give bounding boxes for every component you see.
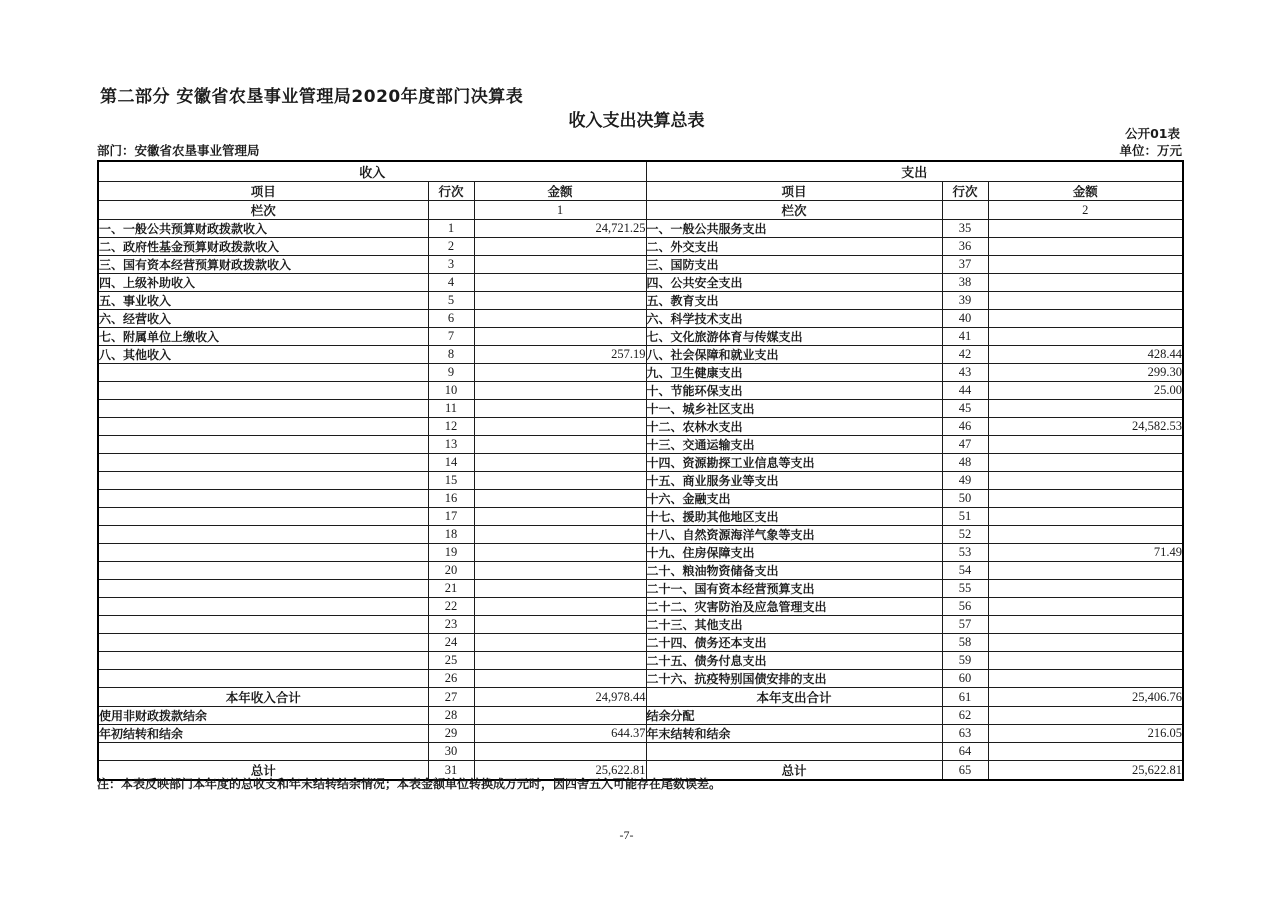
table-row [98, 400, 1183, 418]
expense-item-label: 二、外交支出 [646, 238, 942, 256]
expense-amount [988, 707, 1183, 725]
table-row [98, 418, 1183, 436]
income-line-number: 8 [428, 346, 474, 364]
expense-amount: 25,406.76 [988, 688, 1183, 707]
expense-item-label: 七、文化旅游体育与传媒支出 [646, 328, 942, 346]
income-section-header: 收入 [98, 161, 646, 182]
income-line-number: 4 [428, 274, 474, 292]
expense-line-number: 54 [942, 562, 988, 580]
expense-item-label: 八、社会保障和就业支出 [646, 346, 942, 364]
expense-item-label: 九、卫生健康支出 [646, 364, 942, 382]
income-line-number: 18 [428, 526, 474, 544]
income-item-label [98, 454, 428, 472]
expense-line-number: 45 [942, 400, 988, 418]
income-item-label [98, 364, 428, 382]
expense-amount [988, 436, 1183, 454]
expense-item-label: 年末结转和结余 [646, 725, 942, 743]
expense-amount [988, 256, 1183, 274]
expense-item-label: 十六、金融支出 [646, 490, 942, 508]
expense-line-number: 43 [942, 364, 988, 382]
income-line-number: 30 [428, 743, 474, 761]
expense-amount: 25.00 [988, 382, 1183, 400]
income-amount: 644.37 [474, 725, 646, 743]
expense-amount [988, 220, 1183, 238]
expense-amount [988, 580, 1183, 598]
expense-line-number: 37 [942, 256, 988, 274]
column-index-row [98, 201, 1183, 220]
income-line-number: 13 [428, 436, 474, 454]
income-item-label [98, 544, 428, 562]
expense-item-label: 二十四、债务还本支出 [646, 634, 942, 652]
income-item-label: 八、其他收入 [98, 346, 428, 364]
income-amount [474, 616, 646, 634]
table-row [98, 707, 1183, 725]
income-amount [474, 670, 646, 688]
income-item-label [98, 562, 428, 580]
expense-amount [988, 598, 1183, 616]
table-row [98, 382, 1183, 400]
income-line-number: 21 [428, 580, 474, 598]
expense-amount: 71.49 [988, 544, 1183, 562]
income-item-label [98, 382, 428, 400]
expense-item-label: 二十三、其他支出 [646, 616, 942, 634]
expense-line-number: 51 [942, 508, 988, 526]
expense-section-header: 支出 [646, 161, 1183, 182]
income-item-label: 三、国有资本经营预算财政拨款收入 [98, 256, 428, 274]
expense-line-number: 56 [942, 598, 988, 616]
income-line-number: 20 [428, 562, 474, 580]
expense-amount [988, 274, 1183, 292]
expense-amount [988, 400, 1183, 418]
income-line-header: 行次 [428, 182, 474, 201]
expense-item-label: 十一、城乡社区支出 [646, 400, 942, 418]
income-item-label: 一、一般公共预算财政拨款收入 [98, 220, 428, 238]
income-line-number: 14 [428, 454, 474, 472]
income-line-number: 12 [428, 418, 474, 436]
expense-item-label: 结余分配 [646, 707, 942, 725]
income-line-number: 19 [428, 544, 474, 562]
expense-item-label: 十七、援助其他地区支出 [646, 508, 942, 526]
income-amount [474, 238, 646, 256]
expense-item-label: 二十六、抗疫特别国债安排的支出 [646, 670, 942, 688]
income-item-label [98, 670, 428, 688]
table-row [98, 688, 1183, 707]
expense-item-header: 项目 [646, 182, 942, 201]
income-amount [474, 743, 646, 761]
income-line-number: 1 [428, 220, 474, 238]
expense-column-index: 2 [988, 201, 1183, 220]
section-title: 第二部分 安徽省农垦事业管理局2020年度部门决算表 [100, 87, 524, 107]
income-item-label [98, 400, 428, 418]
income-amount [474, 598, 646, 616]
expense-line-number: 46 [942, 418, 988, 436]
expense-line-number: 61 [942, 688, 988, 707]
income-item-label: 二、政府性基金预算财政拨款收入 [98, 238, 428, 256]
income-amount [474, 580, 646, 598]
income-line-number: 15 [428, 472, 474, 490]
income-amount [474, 562, 646, 580]
column-header-row [98, 182, 1183, 201]
income-line-number: 9 [428, 364, 474, 382]
income-amount [474, 454, 646, 472]
table-row [98, 634, 1183, 652]
expense-item-label: 十八、自然资源海洋气象等支出 [646, 526, 942, 544]
table-row [98, 616, 1183, 634]
expense-line-number: 63 [942, 725, 988, 743]
expense-line-number: 57 [942, 616, 988, 634]
income-item-label: 五、事业收入 [98, 292, 428, 310]
income-amount [474, 274, 646, 292]
income-amount [474, 436, 646, 454]
income-line-number: 11 [428, 400, 474, 418]
income-line-blank-cell [428, 201, 474, 220]
table-row [98, 292, 1183, 310]
income-item-label [98, 526, 428, 544]
expense-amount [988, 328, 1183, 346]
expense-column-index-label: 栏次 [646, 201, 942, 220]
expense-amount: 24,582.53 [988, 418, 1183, 436]
income-item-label: 总计 [98, 761, 428, 781]
income-item-label: 四、上级补助收入 [98, 274, 428, 292]
expense-line-number: 41 [942, 328, 988, 346]
income-line-number: 16 [428, 490, 474, 508]
expense-line-number: 39 [942, 292, 988, 310]
income-amount [474, 256, 646, 274]
income-line-number: 22 [428, 598, 474, 616]
table-row [98, 274, 1183, 292]
expense-item-label: 十四、资源勘探工业信息等支出 [646, 454, 942, 472]
expense-line-number: 60 [942, 670, 988, 688]
expense-line-number: 52 [942, 526, 988, 544]
income-line-number: 29 [428, 725, 474, 743]
expense-item-label: 十二、农林水支出 [646, 418, 942, 436]
income-amount: 24,978.44 [474, 688, 646, 707]
section-header-row [98, 161, 1183, 182]
income-amount [474, 382, 646, 400]
income-item-label [98, 580, 428, 598]
expense-line-number: 44 [942, 382, 988, 400]
expense-amount [988, 526, 1183, 544]
expense-item-label: 十五、商业服务业等支出 [646, 472, 942, 490]
expense-item-label: 二十五、债务付息支出 [646, 652, 942, 670]
income-item-label: 使用非财政拨款结余 [98, 707, 428, 725]
expense-item-label: 三、国防支出 [646, 256, 942, 274]
income-line-number: 7 [428, 328, 474, 346]
table-row [98, 220, 1183, 238]
income-line-number: 3 [428, 256, 474, 274]
expense-amount [988, 562, 1183, 580]
income-amount: 24,721.25 [474, 220, 646, 238]
income-item-label [98, 652, 428, 670]
accounts-table [97, 160, 1184, 781]
income-line-number: 17 [428, 508, 474, 526]
expense-line-number: 48 [942, 454, 988, 472]
expense-amount [988, 508, 1183, 526]
expense-line-number: 65 [942, 761, 988, 781]
expense-item-label: 二十一、国有资本经营预算支出 [646, 580, 942, 598]
expense-amount: 428.44 [988, 346, 1183, 364]
income-line-number: 27 [428, 688, 474, 707]
income-item-label: 六、经营收入 [98, 310, 428, 328]
expense-item-label: 本年支出合计 [646, 688, 942, 707]
table-row [98, 562, 1183, 580]
table-row [98, 472, 1183, 490]
expense-line-number: 38 [942, 274, 988, 292]
income-item-label [98, 490, 428, 508]
expense-line-number: 49 [942, 472, 988, 490]
table-row [98, 725, 1183, 743]
income-amount [474, 634, 646, 652]
table-row [98, 670, 1183, 688]
expense-amount [988, 238, 1183, 256]
table-row [98, 598, 1183, 616]
expense-item-label: 四、公共安全支出 [646, 274, 942, 292]
table-row [98, 508, 1183, 526]
expense-item-label: 六、科学技术支出 [646, 310, 942, 328]
income-amount [474, 652, 646, 670]
table-row [98, 364, 1183, 382]
expense-amount [988, 472, 1183, 490]
income-line-number: 26 [428, 670, 474, 688]
table-row [98, 454, 1183, 472]
form-code: 公开01表 [1125, 126, 1180, 141]
expense-item-label: 五、教育支出 [646, 292, 942, 310]
expense-amount: 25,622.81 [988, 761, 1183, 781]
income-line-number: 2 [428, 238, 474, 256]
footnote: 注：本表反映部门本年度的总收支和年末结转结余情况；本表金额单位转换成万元时，因四舍五入可能存在尾数误差。 [97, 777, 722, 791]
income-item-label [98, 634, 428, 652]
expense-item-label [646, 743, 942, 761]
department-label: 部门：安徽省农垦事业管理局 [97, 143, 260, 158]
income-amount [474, 490, 646, 508]
income-amount [474, 472, 646, 490]
income-amount-header: 金额 [474, 182, 646, 201]
expense-line-number: 62 [942, 707, 988, 725]
page-number: -7- [619, 828, 634, 842]
income-amount [474, 707, 646, 725]
table-row [98, 490, 1183, 508]
table-row [98, 544, 1183, 562]
table-body [98, 220, 1183, 781]
income-line-number: 5 [428, 292, 474, 310]
income-line-number: 24 [428, 634, 474, 652]
table-row [98, 310, 1183, 328]
expense-item-label: 十、节能环保支出 [646, 382, 942, 400]
income-amount [474, 310, 646, 328]
expense-line-number: 64 [942, 743, 988, 761]
table-row [98, 328, 1183, 346]
table-row [98, 580, 1183, 598]
income-amount [474, 526, 646, 544]
expense-line-number: 47 [942, 436, 988, 454]
table-row [98, 743, 1183, 761]
table-row [98, 652, 1183, 670]
expense-line-number: 58 [942, 634, 988, 652]
income-item-label [98, 472, 428, 490]
income-column-index: 1 [474, 201, 646, 220]
table-row [98, 526, 1183, 544]
income-amount [474, 328, 646, 346]
income-item-label [98, 743, 428, 761]
meta-row [97, 141, 1182, 159]
expense-line-number: 53 [942, 544, 988, 562]
expense-line-blank-cell [942, 201, 988, 220]
income-column-index-label: 栏次 [98, 201, 428, 220]
table-title: 收入支出决算总表 [568, 111, 705, 131]
expense-line-number: 50 [942, 490, 988, 508]
income-item-label [98, 598, 428, 616]
expense-item-label: 一、一般公共服务支出 [646, 220, 942, 238]
income-item-label: 年初结转和结余 [98, 725, 428, 743]
expense-line-number: 55 [942, 580, 988, 598]
expense-line-header: 行次 [942, 182, 988, 201]
income-line-number: 6 [428, 310, 474, 328]
income-amount [474, 508, 646, 526]
expense-amount [988, 670, 1183, 688]
income-line-number: 28 [428, 707, 474, 725]
unit-label: 单位：万元 [1119, 143, 1182, 158]
income-amount [474, 400, 646, 418]
expense-item-label: 总计 [646, 761, 942, 781]
income-amount: 25,622.81 [474, 761, 646, 781]
expense-line-number: 42 [942, 346, 988, 364]
expense-amount: 299.30 [988, 364, 1183, 382]
income-line-number: 23 [428, 616, 474, 634]
expense-amount [988, 616, 1183, 634]
table-row [98, 346, 1183, 364]
expense-amount [988, 490, 1183, 508]
expense-item-label: 十三、交通运输支出 [646, 436, 942, 454]
income-line-number: 31 [428, 761, 474, 781]
income-line-number: 10 [428, 382, 474, 400]
expense-item-label: 十九、住房保障支出 [646, 544, 942, 562]
income-item-label [98, 436, 428, 454]
expense-amount: 216.05 [988, 725, 1183, 743]
income-amount [474, 544, 646, 562]
expense-line-number: 35 [942, 220, 988, 238]
income-item-label [98, 508, 428, 526]
income-item-label [98, 418, 428, 436]
income-item-header: 项目 [98, 182, 428, 201]
expense-amount [988, 634, 1183, 652]
table-row [98, 436, 1183, 454]
expense-amount [988, 454, 1183, 472]
expense-amount [988, 310, 1183, 328]
expense-amount-header: 金额 [988, 182, 1183, 201]
expense-amount [988, 652, 1183, 670]
income-line-number: 25 [428, 652, 474, 670]
expense-amount [988, 292, 1183, 310]
expense-item-label: 二十、粮油物资储备支出 [646, 562, 942, 580]
expense-line-number: 59 [942, 652, 988, 670]
income-amount [474, 292, 646, 310]
expense-item-label: 二十二、灾害防治及应急管理支出 [646, 598, 942, 616]
table-row [98, 238, 1183, 256]
table-row [98, 256, 1183, 274]
expense-amount [988, 743, 1183, 761]
income-item-label [98, 616, 428, 634]
income-item-label: 七、附属单位上缴收入 [98, 328, 428, 346]
income-amount [474, 418, 646, 436]
income-item-label: 本年收入合计 [98, 688, 428, 707]
expense-line-number: 40 [942, 310, 988, 328]
income-amount [474, 364, 646, 382]
expense-line-number: 36 [942, 238, 988, 256]
income-amount: 257.19 [474, 346, 646, 364]
